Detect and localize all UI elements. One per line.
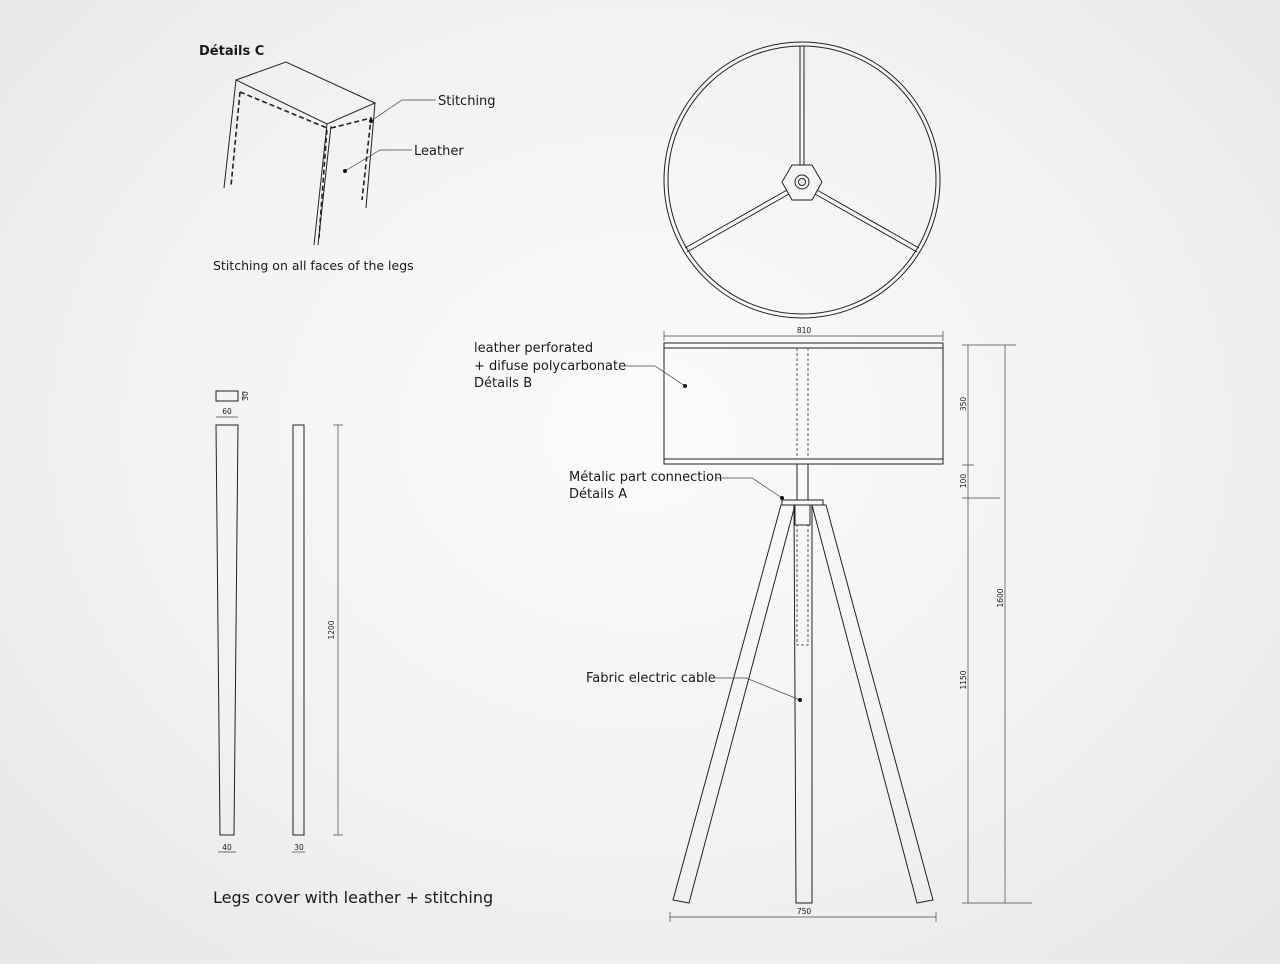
- leg-section-width-dim: 60: [222, 407, 232, 416]
- shade-label-line3: Détails B: [474, 376, 533, 391]
- base-width-dim: 750: [796, 907, 812, 916]
- connector-stem: [797, 464, 808, 500]
- lamp-top-view: [664, 42, 940, 318]
- leg-side-view: [293, 425, 304, 835]
- shade-label-line1: leather perforated: [474, 341, 594, 356]
- connector-plate: [782, 500, 823, 505]
- leg-front-view: [216, 425, 238, 835]
- leg-corner-sketch: [224, 62, 375, 245]
- shade-width-dim: 810: [796, 326, 812, 335]
- connection-label-line2: Détails A: [569, 487, 628, 502]
- legs-caption: Legs cover with leather + stitching: [213, 888, 494, 907]
- details-c-title: Détails C: [199, 44, 265, 59]
- details-c-caption: Stitching on all faces of the legs: [213, 258, 414, 273]
- leg-length-dim: 1200: [327, 620, 336, 640]
- cable-label: Fabric electric cable: [586, 671, 716, 686]
- shade-callout: [474, 341, 687, 391]
- leg-side-width-dim: 30: [294, 843, 304, 852]
- cable-callout: [586, 671, 802, 702]
- connector-height-dim: 100: [959, 473, 968, 489]
- leg-detail-group: [213, 391, 493, 907]
- details-c-group: [199, 44, 496, 273]
- stitching-callout: [369, 94, 496, 123]
- left-leg: [673, 505, 795, 903]
- lamp-shade: [664, 343, 943, 464]
- leather-label: Leather: [414, 144, 464, 159]
- lamp-elevation: [474, 326, 1032, 922]
- connection-label-line1: Métalic part connection: [569, 470, 723, 485]
- leg-bottom-width-dim: 40: [222, 843, 232, 852]
- shade-height-dim: 350: [959, 396, 968, 412]
- shade-label-line2: + difuse polycarbonate: [474, 359, 627, 374]
- leather-callout: [343, 144, 464, 173]
- leg-section-height-dim: 30: [241, 391, 250, 401]
- total-height-dim: 1600: [996, 588, 1005, 608]
- leg-height-dim: 1150: [959, 670, 968, 690]
- leg-section-outline: [216, 391, 238, 401]
- stitching-label: Stitching: [438, 94, 496, 109]
- connection-callout: [569, 470, 784, 502]
- right-leg: [812, 505, 933, 903]
